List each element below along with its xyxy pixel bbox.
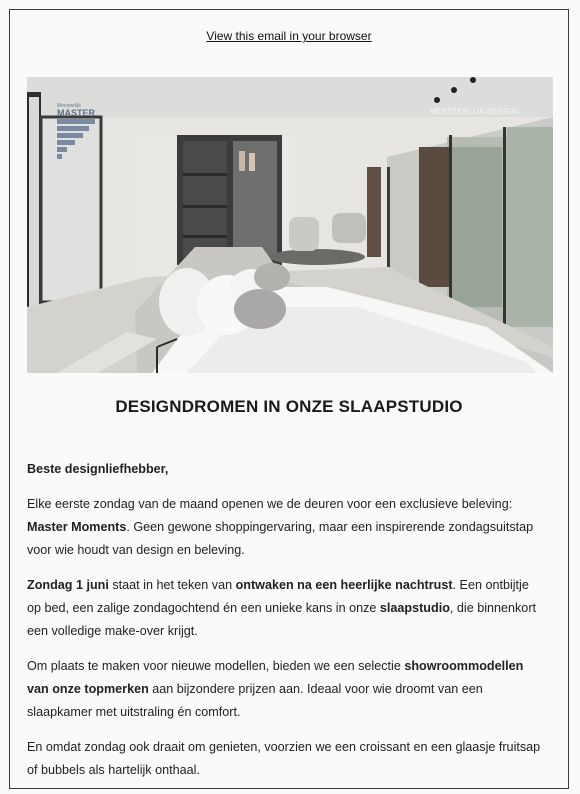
bedroom-photo bbox=[27, 77, 553, 373]
email-body bbox=[27, 458, 545, 794]
paragraph-3: Om plaats te maken voor nieuwe modellen, bieden we een selectie showroommodellen van onze topmerken aan bijzondere prijzen aan. Ideaal voor wie droomt van een slaapkamer met uitstraling én comfort. bbox=[27, 659, 524, 719]
greeting: Beste designliefhebber, bbox=[27, 462, 169, 476]
paragraph-4: En omdat zondag ook draait om genieten, voorzien we een croissant en een glaasje fruitsap of bubbels als hartelijk onthaal. bbox=[27, 740, 541, 777]
paragraph-2: Zondag 1 juni staat in het teken van ontwaken na een heerlijke nachtrust. Een ontbijtje op bed, een zalige zondagochtend én een unieke kans in onze slaapstudio, die binnenkort een volledige make-over krijgt. bbox=[27, 578, 537, 638]
paragraph-1: Elke eerste zondag van de maand openen we de deuren voor een exclusieve beleving: Master Moments. Geen gewone shoppingervaring, maar een inspirerende zondagsuitstap voor wie houdt van design en beleving. bbox=[27, 497, 534, 557]
brand-small-text: Meesterlijk bbox=[57, 103, 81, 109]
brand-master-text: MASTER bbox=[57, 108, 95, 118]
hero-image bbox=[27, 77, 553, 373]
email-frame bbox=[9, 9, 569, 789]
email-heading: DESIGNDROMEN IN ONZE SLAAPSTUDIO bbox=[115, 397, 463, 416]
view-in-browser-link[interactable]: View this email in your browser bbox=[206, 29, 372, 43]
watermark-text: MEESTERLIJK DESIGN bbox=[430, 107, 518, 116]
